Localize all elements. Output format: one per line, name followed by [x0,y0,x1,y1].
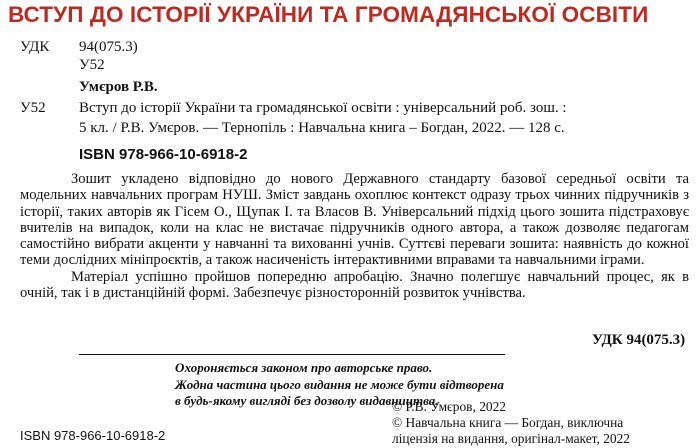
copyright-author: © Р.В. Умєров, 2022 [392,399,506,414]
isbn-number: ISBN 978-966-10-6918-2 [79,146,248,163]
notice-line-2: Жодна частина цього видання не може бути відтворена [175,376,504,392]
copyright-block [392,399,630,447]
description-line-1: Вступ до історії України та громадянської освіти : універсальний роб. зош. : [79,100,567,116]
udk-value: 94(075.3) [79,39,138,55]
shelf-code: У52 [20,100,46,116]
notice-line-1: Охороняється законом про авторське право. [175,360,433,375]
page-title: ВСТУП ДО ІСТОРІЇ УКРАЇНИ ТА ГРОМАДЯНСЬКОЇ ОСВІТИ [8,2,649,27]
annotation-text [20,171,689,301]
copyright-license: ліцензія на видання, оригінал-макет, 2022 [392,431,630,446]
copyright-publisher: © Навчальна книга — Богдан, виключна [392,415,624,430]
notice-line-3: в будь-якому вигляді без дозволу видавництва. [175,393,439,408]
description-line-2: 5 кл. / Р.В. Умєров. — Тернопіль : Навчальна книга – Богдан, 2022. — 128 с. [79,120,565,136]
udk-footer: УДК 94(075.3) [592,332,686,348]
author-mark: У52 [79,57,105,73]
udk-label: УДК [20,39,50,55]
footer-isbn: ISBN 978-966-10-6918-2 [20,428,166,443]
divider-line [79,354,505,355]
annotation-paragraph-1: Зошит укладено відповідно до нового Державного стандарту базової середньої освіти та модельних навчальних програм НУШ. Зміст завдань охоплює контекст одразу трьох чинних підручників з історії, таких авторів як Гісем О., Щупак І. та Власов В. Універсальний підхід цього зошита підстраховує вчителів на випадок, коли на клас не вистачає підручників одного автора, а також дозволяє педагогам самостійно вибрати акценти у навчанні та вихованні учнів. Суттєві переваги зошита: наявність до кожної теми дослідних мініпроєктів, а також насиченість інтерактивними вправами та навчальними іграми. [20,171,689,269]
annotation-paragraph-2: Матеріал успішно пройшов попередню апробацію. Значно полегшує навчальний процес, як в очній, так і в дистанційній формі. Забезпечує різносторонній розвиток учнівства. [20,268,689,302]
author-name: Умєров Р.В. [79,79,158,95]
